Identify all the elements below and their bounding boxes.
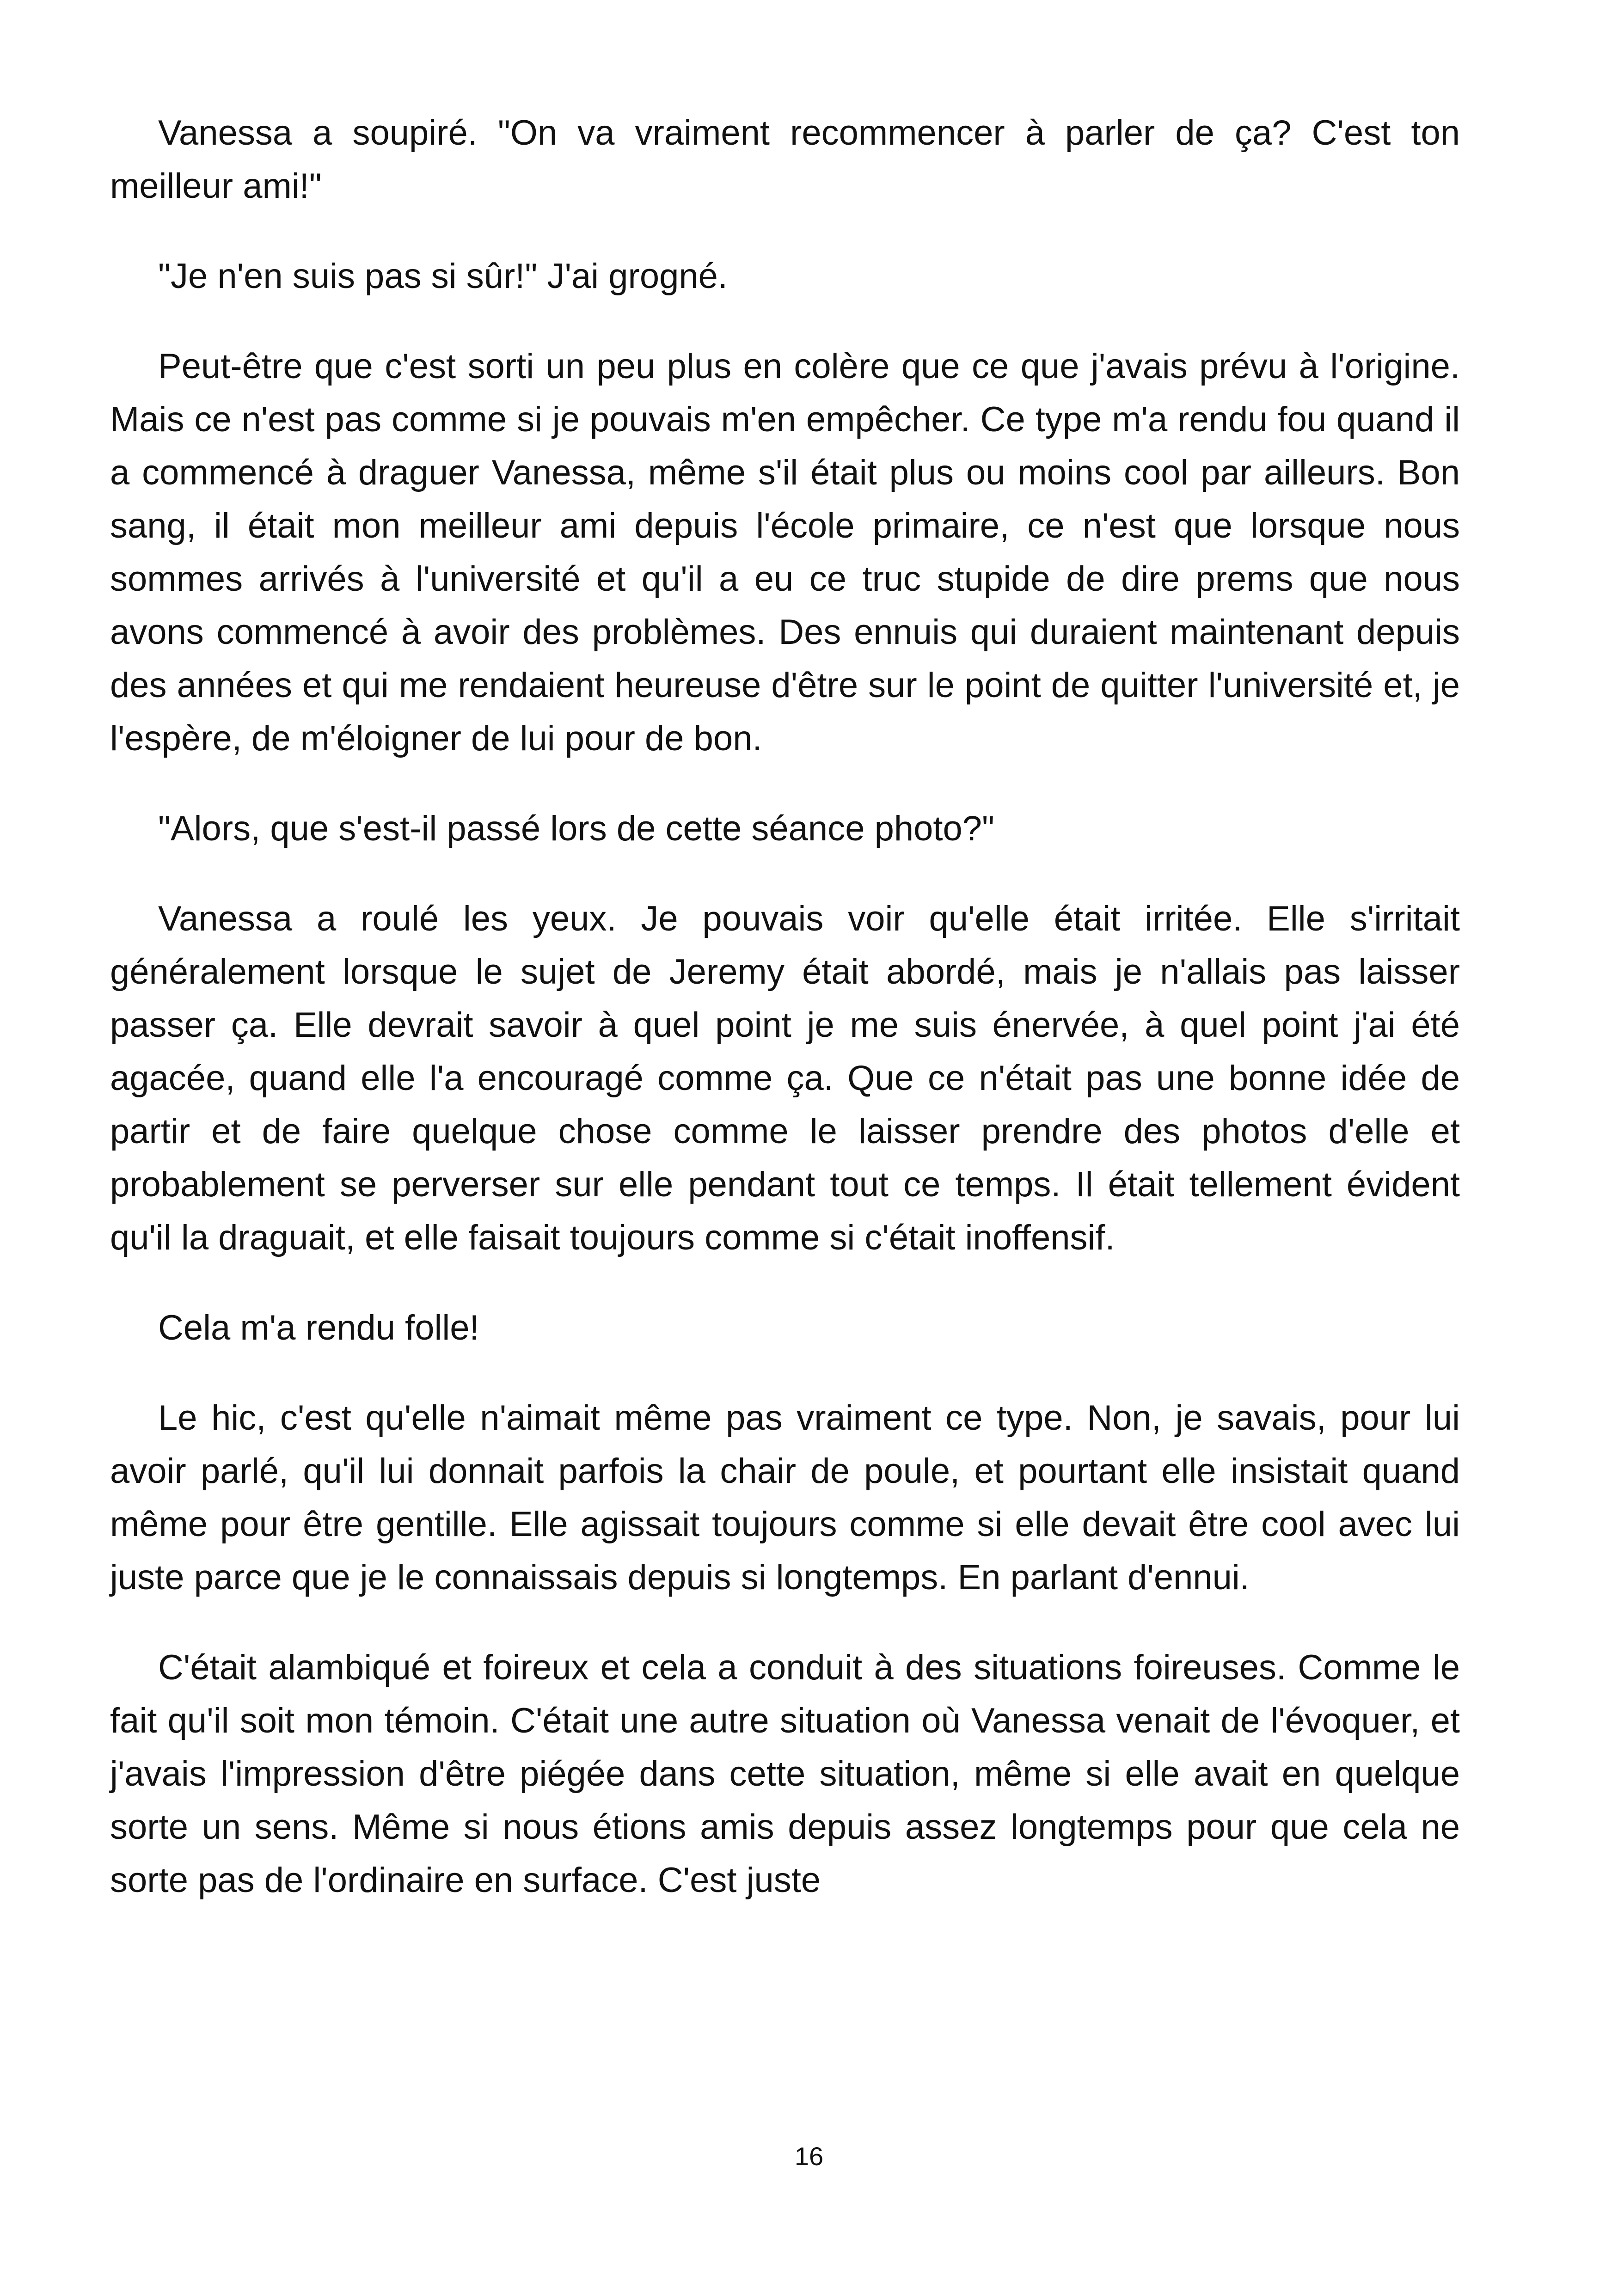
paragraph: "Alors, que s'est-il passé lors de cette séance photo?" [158, 809, 995, 848]
page-number: 16 [794, 2142, 824, 2171]
paragraph: Vanessa a soupiré. "On va vraiment recommencer à parler de ça? C'est ton meilleur ami!" [110, 113, 1460, 206]
paragraph: Cela m'a rendu folle! [158, 1308, 479, 1347]
paragraph: Le hic, c'est qu'elle n'aimait même pas vraiment ce type. Non, je savais, pour lui avoir parlé, qu'il lui donnait parfois la chair de poule, et pourtant elle insistait quand même pour être gentille. Elle agissait toujours comme si elle devait être cool avec lui juste parce que je le connaissais depuis si longtemps. En parlant d'ennui. [110, 1398, 1460, 1597]
paragraph: C'était alambiqué et foireux et cela a conduit à des situations foireuses. Comme le fait qu'il soit mon témoin. C'était une autre situation où Vanessa venait de l'évoquer, et j'avais l'impression d'être piégée dans cette situation, même si elle avait en quelque sorte un sens. Même si nous étions amis depuis assez longtemps pour que cela ne sorte pas de l'ordinaire en surface. C'est juste [110, 1648, 1460, 1900]
paragraph: Peut-être que c'est sorti un peu plus en colère que ce que j'avais prévu à l'origine. Mais ce n'est pas comme si je pouvais m'en empêcher. Ce type m'a rendu fou quand il a commencé à draguer Vanessa, même s'il était plus ou moins cool par ailleurs. Bon sang, il était mon meilleur ami depuis l'école primaire, ce n'est que lorsque nous sommes arrivés à l'université et qu'il a eu ce truc stupide de dire prems que nous avons commencé à avoir des problèmes. Des ennuis qui duraient maintenant depuis des années et qui me rendaient heureuse d'être sur le point de quitter l'université et, je l'espère, de m'éloigner de lui pour de bon. [110, 347, 1460, 758]
body-text [110, 106, 1460, 1944]
paragraph: "Je n'en suis pas si sûr!" J'ai grogné. [158, 257, 728, 296]
paragraph: Vanessa a roulé les yeux. Je pouvais voir qu'elle était irritée. Elle s'irritait généralement lorsque le sujet de Jeremy était abordé, mais je n'allais pas laisser passer ça. Elle devrait savoir à quel point je me suis énervée, à quel point j'ai été agacée, quand elle l'a encouragé comme ça. Que ce n'était pas une bonne idée de partir et de faire quelque chose comme le laisser prendre des photos d'elle et probablement se perverser sur elle pendant tout ce temps. Il était tellement évident qu'il la draguait, et elle faisait toujours comme si c'était inoffensif. [110, 899, 1460, 1257]
